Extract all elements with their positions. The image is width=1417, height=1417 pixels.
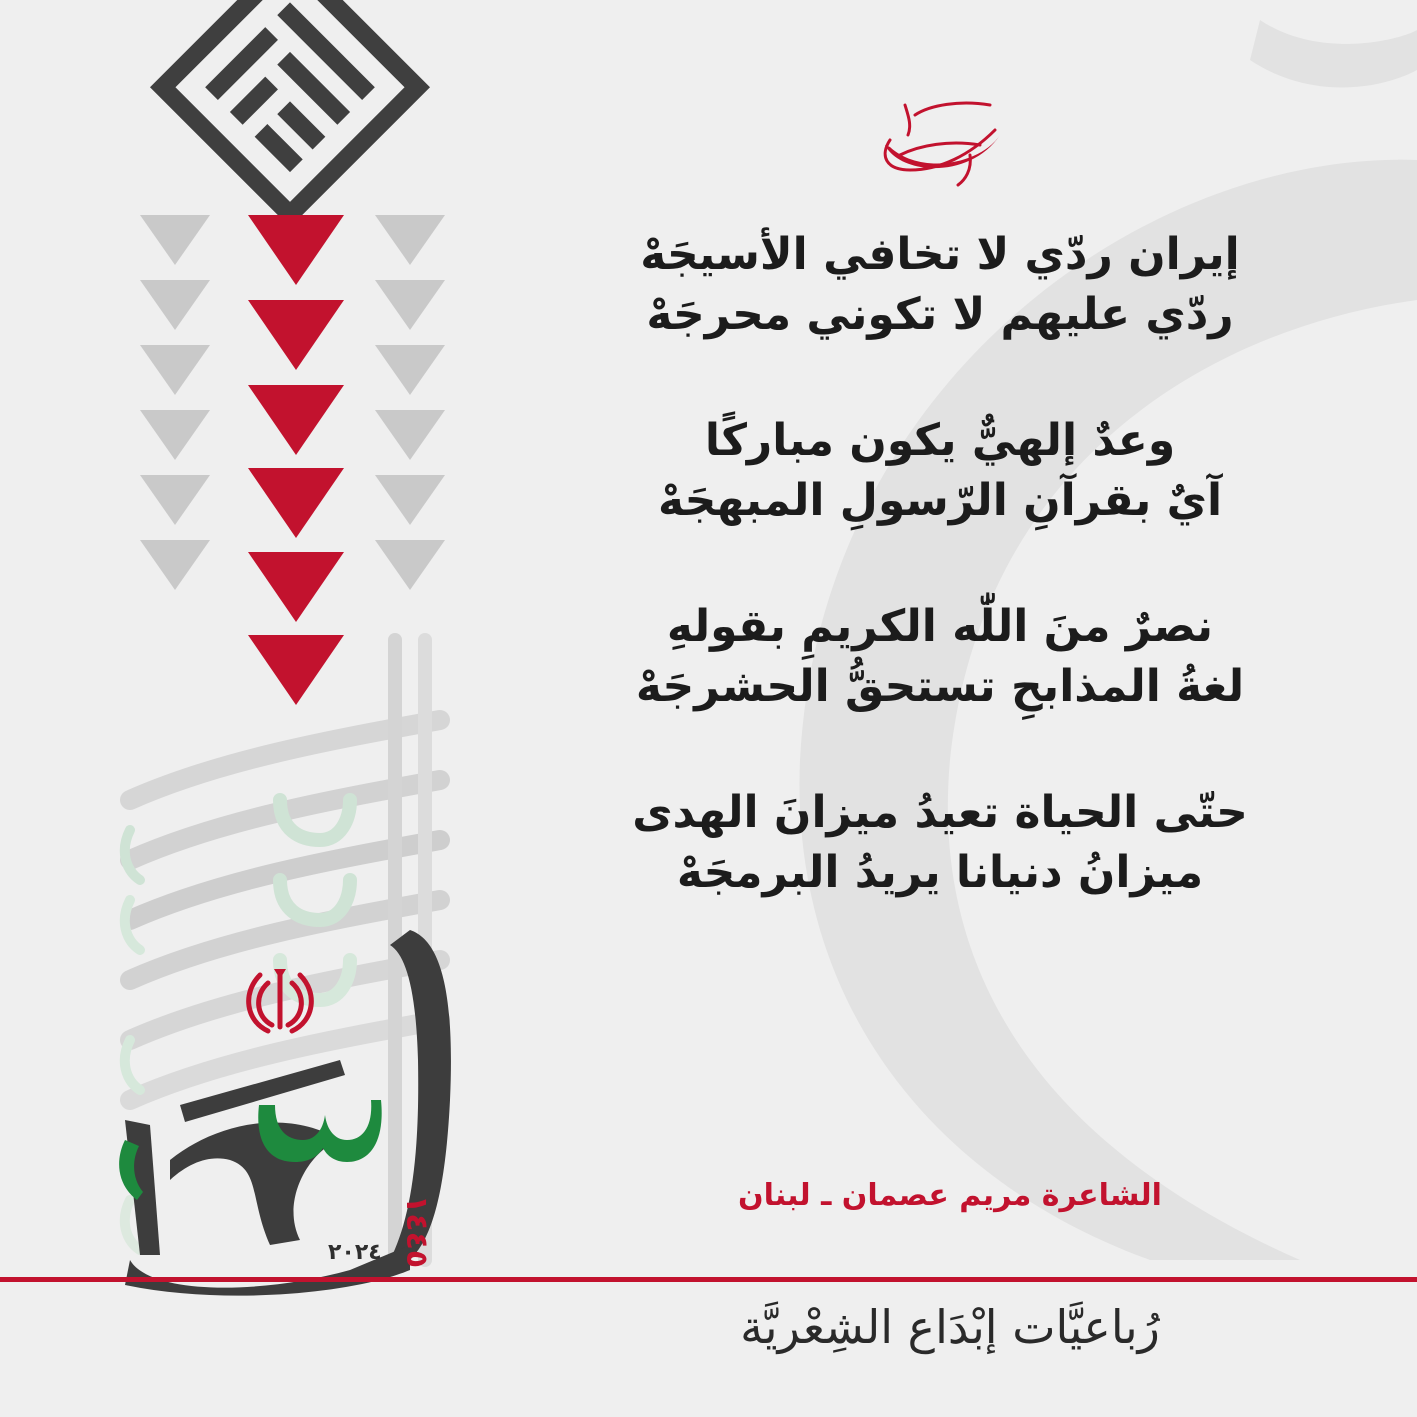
poem-line: نصرٌ منَ اللّٰه الكريمِ بقولهِ [666, 601, 1214, 652]
grey-triangles-left [140, 215, 210, 590]
poet-signature: الشاعرة مريم عصمان ـ لبنان [738, 1178, 1162, 1213]
poem-line: حتّى الحياة تعيدُ ميزانَ الهدى [632, 787, 1248, 838]
poem [560, 225, 1320, 969]
hijri-year: ١٤٤٥ [399, 1195, 434, 1269]
stanza [560, 783, 1320, 903]
grey-triangles-right [375, 215, 445, 590]
stanza [560, 411, 1320, 531]
poem-line: وعدٌ إلهيٌّ يكون مباركًا [704, 415, 1176, 466]
poem-line: لغةُ المذابحِ تستحقُّ الحشرجَهْ [635, 661, 1245, 712]
poem-line: آيٌ بقرآنِ الرّسولِ المبهجَهْ [657, 475, 1223, 526]
poem-line: ميزانُ دنيانا يريدُ البرمجَهْ [676, 847, 1204, 898]
stanza [560, 597, 1320, 717]
poem-line: إيران ردّي لا تخافي الأسيجَهْ [640, 229, 1240, 280]
gregorian-year: ٢٠٢٤ [328, 1240, 382, 1265]
divider [0, 1277, 1417, 1282]
kufic-pattern [163, 0, 418, 215]
iran-emblem-icon [240, 965, 320, 1035]
poem-line: ردّي عليهم لا تكوني محرجَهْ [646, 289, 1234, 340]
stanza [560, 225, 1320, 345]
red-triangles [248, 215, 344, 705]
series-title: رُباعيَّات إبْدَاع الشِعْريَّة [740, 1300, 1160, 1354]
poet-logo [860, 85, 1010, 190]
